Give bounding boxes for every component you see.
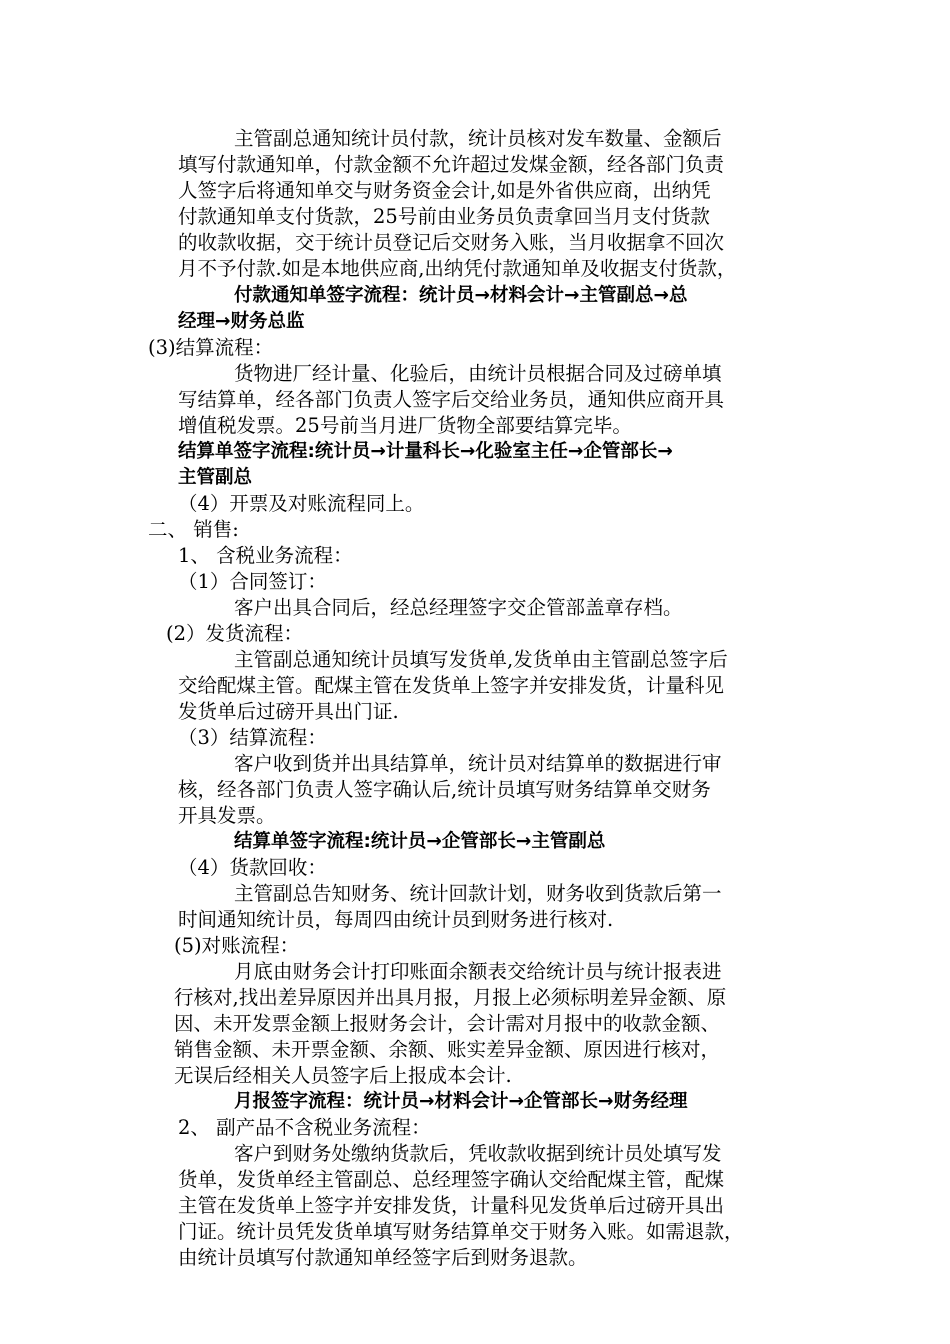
text-line: 因、未开发票金额上报财务会计，会计需对月报中的收款金额、 (174, 1012, 721, 1035)
bold-flow-line: 付款通知单签字流程：统计员→材料会计→主管副总→总 (234, 285, 688, 306)
text-line: 货物进厂经计量、化验后，由统计员根据合同及过磅单填 (234, 362, 722, 385)
text-line: 月底由财务会计打印账面余额表交给统计员与统计报表进 (234, 960, 722, 983)
text-line: 客户到财务处缴纳货款后，凭收款收据到统计员处填写发 (234, 1142, 722, 1165)
text-line: 门证。统计员凭发货单填写财务结算单交于财务入账。如需退款， (178, 1220, 744, 1243)
text-line: 写结算单，经各部门负责人签字后交给业务员，通知供应商开具 (178, 388, 725, 411)
section-heading: （1）合同签订： (178, 570, 327, 593)
section-heading: (5)对账流程： (174, 934, 300, 957)
text-line: 行核对,找出差异原因并出具月报，月报上必须标明差异金额、原 (174, 986, 727, 1009)
text-line: 的收款收据，交于统计员登记后交财务入账，当月收据拿不回次 (178, 231, 725, 254)
section-heading: 二、 销售: (148, 518, 239, 541)
text-line: 由统计员填写付款通知单经签字后到财务退款。 (178, 1246, 588, 1269)
text-line: 货单，发货单经主管副总、总经理签字确认交给配煤主管，配煤 (178, 1168, 725, 1191)
text-line: 客户出具合同后，经总经理签字交企管部盖章存档。 (234, 596, 683, 619)
text-line: 开具发票。 (178, 804, 276, 827)
section-heading: （3）结算流程： (178, 726, 327, 749)
text-line: 无误后经相关人员签字后上报成本会计. (174, 1064, 512, 1087)
text-line: 主管副总通知统计员付款，统计员核对发车数量、金额后 (234, 127, 722, 150)
section-heading: 2、 副产品不含税业务流程： (178, 1116, 431, 1139)
section-heading: (2）发货流程： (166, 622, 304, 645)
text-line: 时间通知统计员，每周四由统计员到财务进行核对. (178, 908, 614, 931)
section-heading: （4）开票及对账流程同上。 (178, 492, 425, 515)
text-line: 填写付款通知单，付款金额不允许超过发煤金额，经各部门负责 (178, 153, 725, 176)
bold-flow-line: 月报签字流程：统计员→材料会计→企管部长→财务经理 (234, 1091, 688, 1112)
bold-flow-line: 经理→财务总监 (178, 311, 305, 332)
bold-flow-line: 主管副总 (178, 467, 253, 488)
text-line: 交给配煤主管。配煤主管在发货单上签字并安排发货，计量科见 (178, 674, 725, 697)
text-line: 客户收到货并出具结算单，统计员对结算单的数据进行审 (234, 752, 722, 775)
text-line: 核，经各部门负责人签字确认后,统计员填写财务结算单交财务 (178, 778, 711, 801)
text-line: 发货单后过磅开具出门证. (178, 700, 399, 723)
text-line: 人签字后将通知单交与财务资金会计,如是外省供应商，出纳凭 (178, 179, 711, 202)
bold-flow-line: 结算单签字流程:统计员→企管部长→主管副总 (234, 831, 606, 852)
text-line: 主管副总通知统计员填写发货单,发货单由主管副总签字后 (234, 648, 728, 671)
section-heading: 1、 含税业务流程： (178, 544, 353, 567)
bold-flow-line: 结算单签字流程:统计员→计量科长→化验室主任→企管部长→ (178, 441, 673, 462)
text-line: 付款通知单支付货款，25号前由业务员负责拿回当月支付货款 (178, 205, 710, 228)
text-line: 主管在发货单上签字并安排发货，计量科见发货单后过磅开具出 (178, 1194, 725, 1217)
section-heading: (3)结算流程： (148, 336, 274, 359)
text-line: 销售金额、未开票金额、余额、账实差异金额、原因进行核对， (174, 1038, 721, 1061)
text-line: 主管副总告知财务、统计回款计划，财务收到货款后第一 (234, 882, 722, 905)
section-heading: （4）货款回收： (178, 856, 327, 879)
text-line: 月不予付款.如是本地供应商,出纳凭付款通知单及收据支付货款， (178, 257, 737, 280)
text-line: 增值税发票。25号前当月进厂货物全部要结算完毕。 (178, 414, 632, 437)
